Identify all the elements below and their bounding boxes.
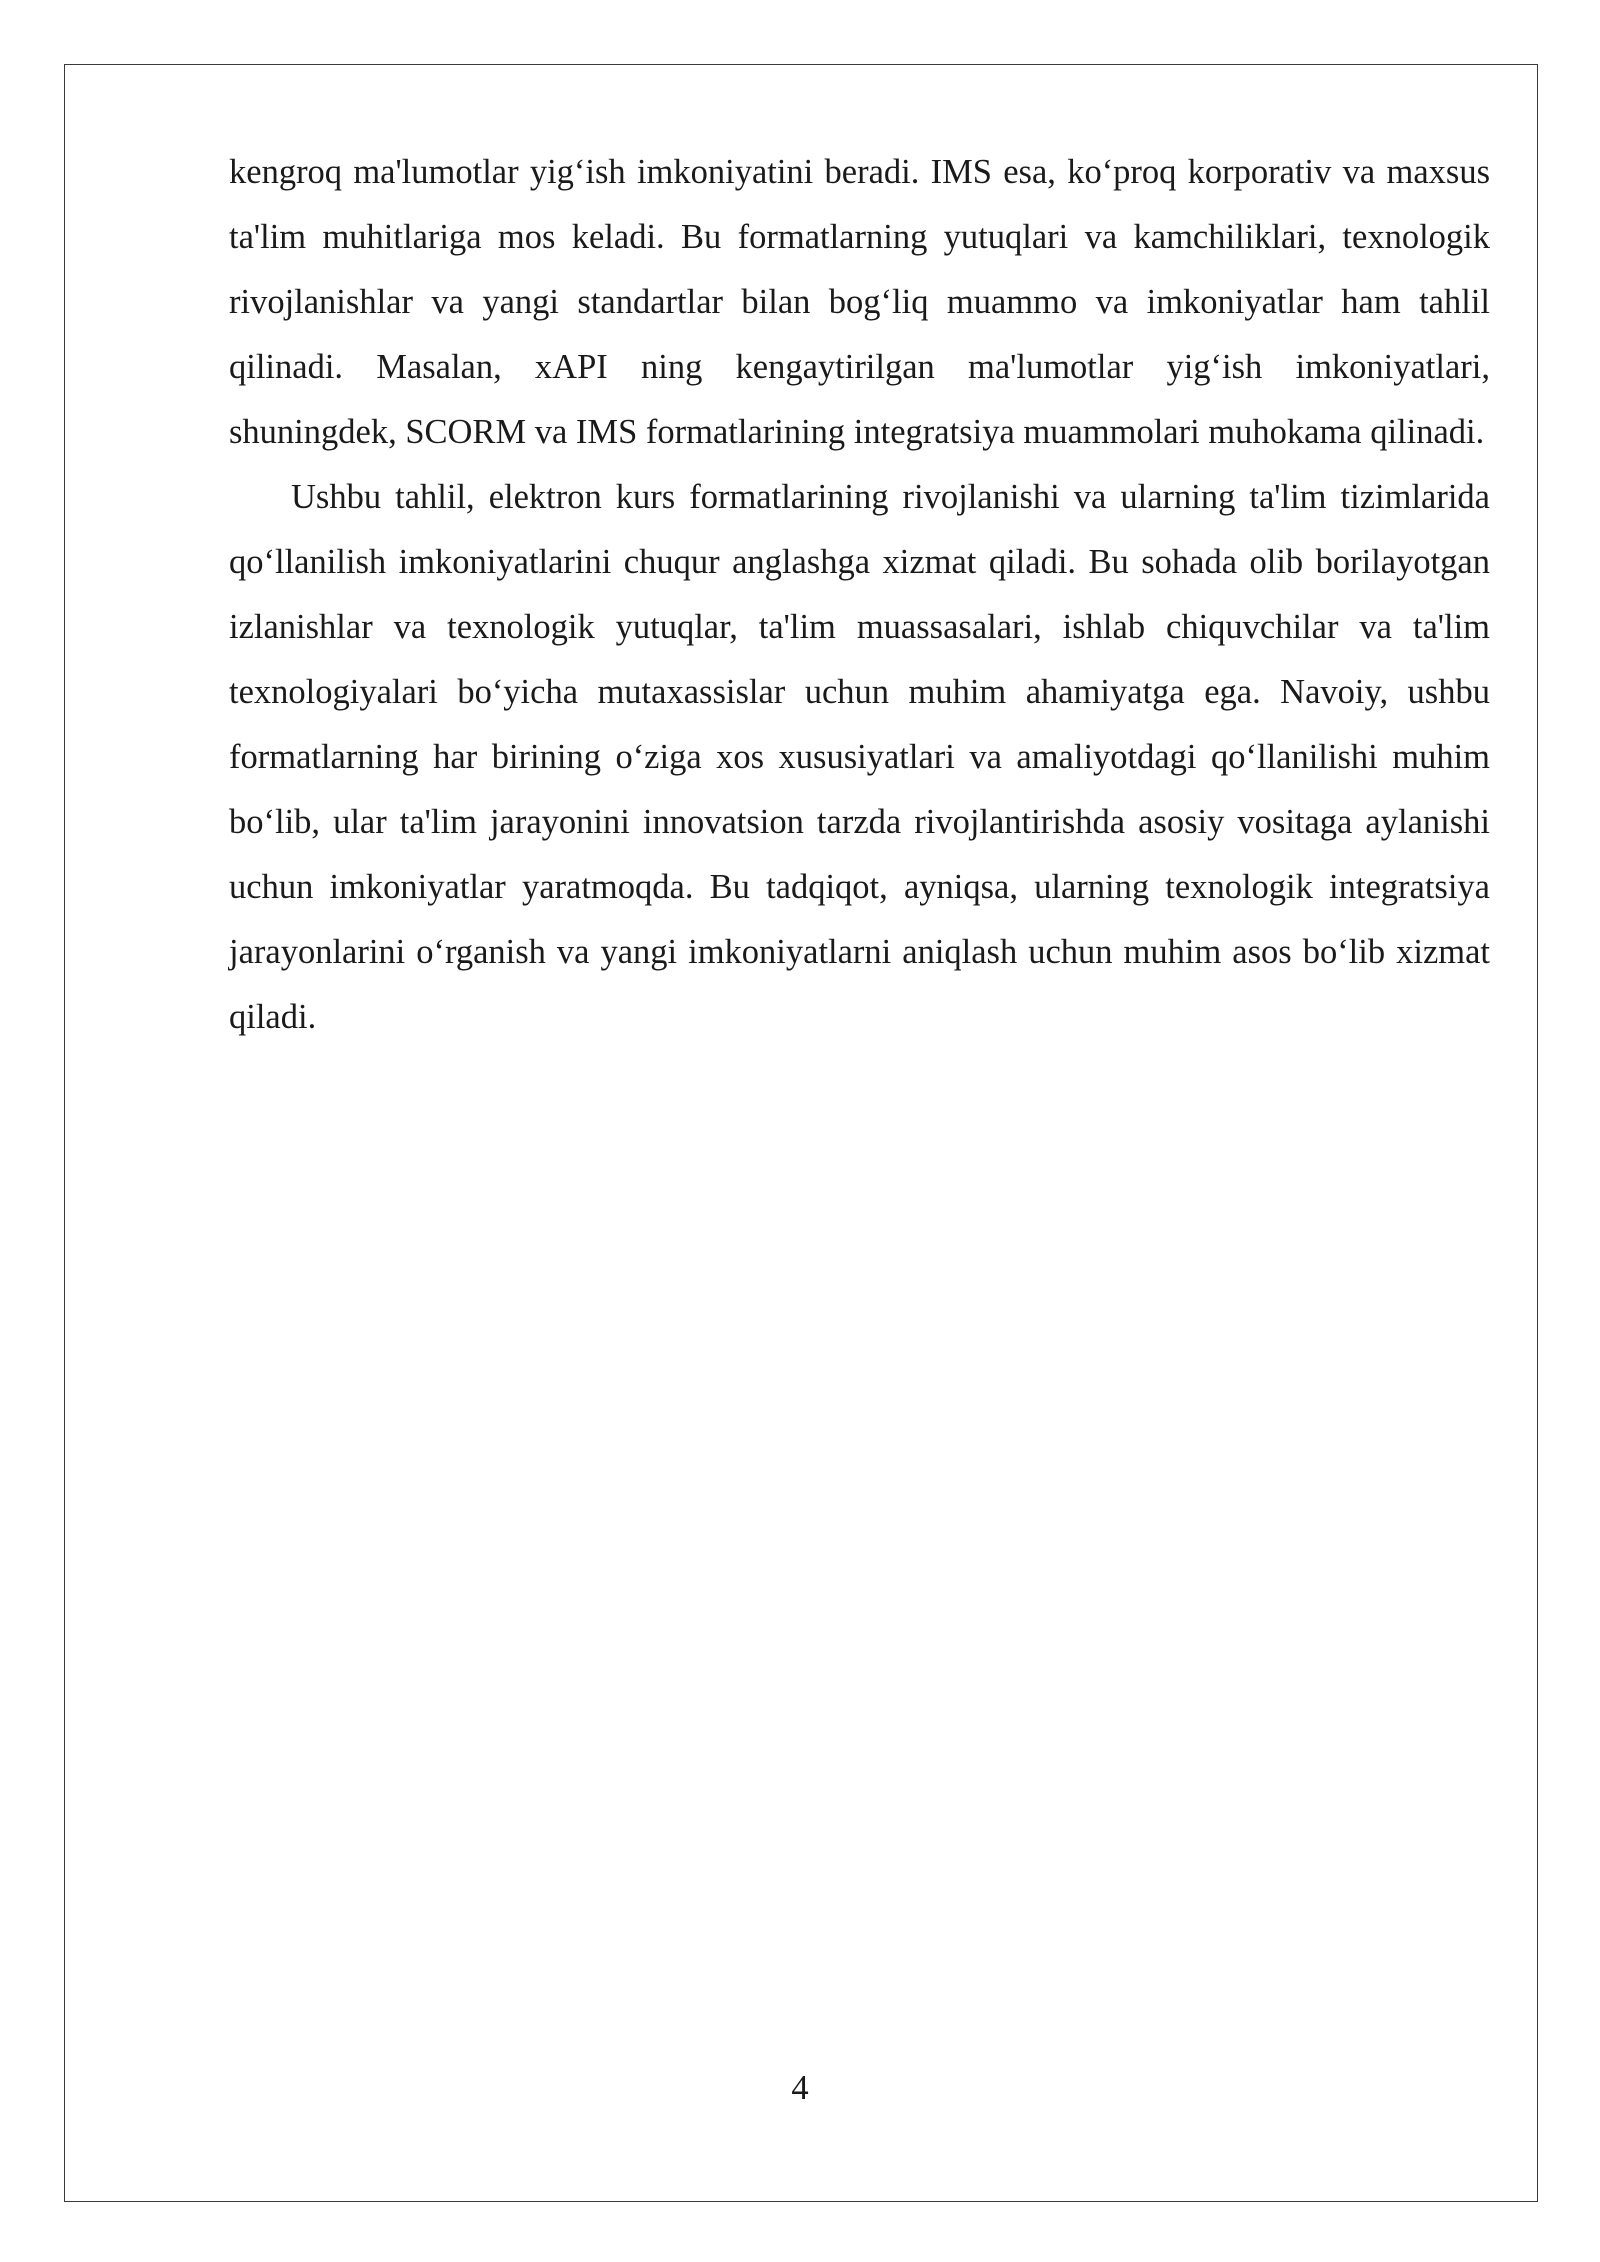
page-number: 4: [791, 2069, 809, 2107]
paragraph-continued: kengroq ma'lumotlar yig‘ish imkoniyatini beradi. IMS esa, ko‘proq korporativ va maxsus ta'lim muhitlariga mos keladi. Bu formatlarning yutuqlari va kamchiliklari, texnologik rivojlanishlar va yangi standartlar bilan bog‘liq muammo va imkoniyatlar ham tahlil qilinadi. Masalan, xAPI ning kengaytirilgan ma'lumotlar yig‘ish imkoniyatlari, shuningdek, SCORM va IMS formatlarining integratsiya muammolari muhokama qilinadi.: [229, 153, 1490, 451]
paragraph-analysis: Ushbu tahlil, elektron kurs formatlarining rivojlanishi va ularning ta'lim tizimlarida qo‘llanilish imkoniyatlarini chuqur anglashga xizmat qiladi. Bu sohada olib borilayotgan izlanishlar va texnologik yutuqlar, ta'lim muassasalari, ishlab chiquvchilar va ta'lim texnologiyalari bo‘yicha mutaxassislar uchun muhim ahamiyatga ega. Navoiy, ushbu formatlarning har birining o‘ziga xos xususiyatlari va amaliyotdagi qo‘llanilishi muhim bo‘lib, ular ta'lim jarayonini innovatsion tarzda rivojlantirishda asosiy vositaga aylanishi uchun imkoniyatlar yaratmoqda. Bu tadqiqot, ayniqsa, ularning texnologik integratsiya jarayonlarini o‘rganish va yangi imkoniyatlarni aniqlash uchun muhim asos bo‘lib xizmat qiladi.: [229, 478, 1490, 1036]
body-text: [229, 140, 1490, 1050]
